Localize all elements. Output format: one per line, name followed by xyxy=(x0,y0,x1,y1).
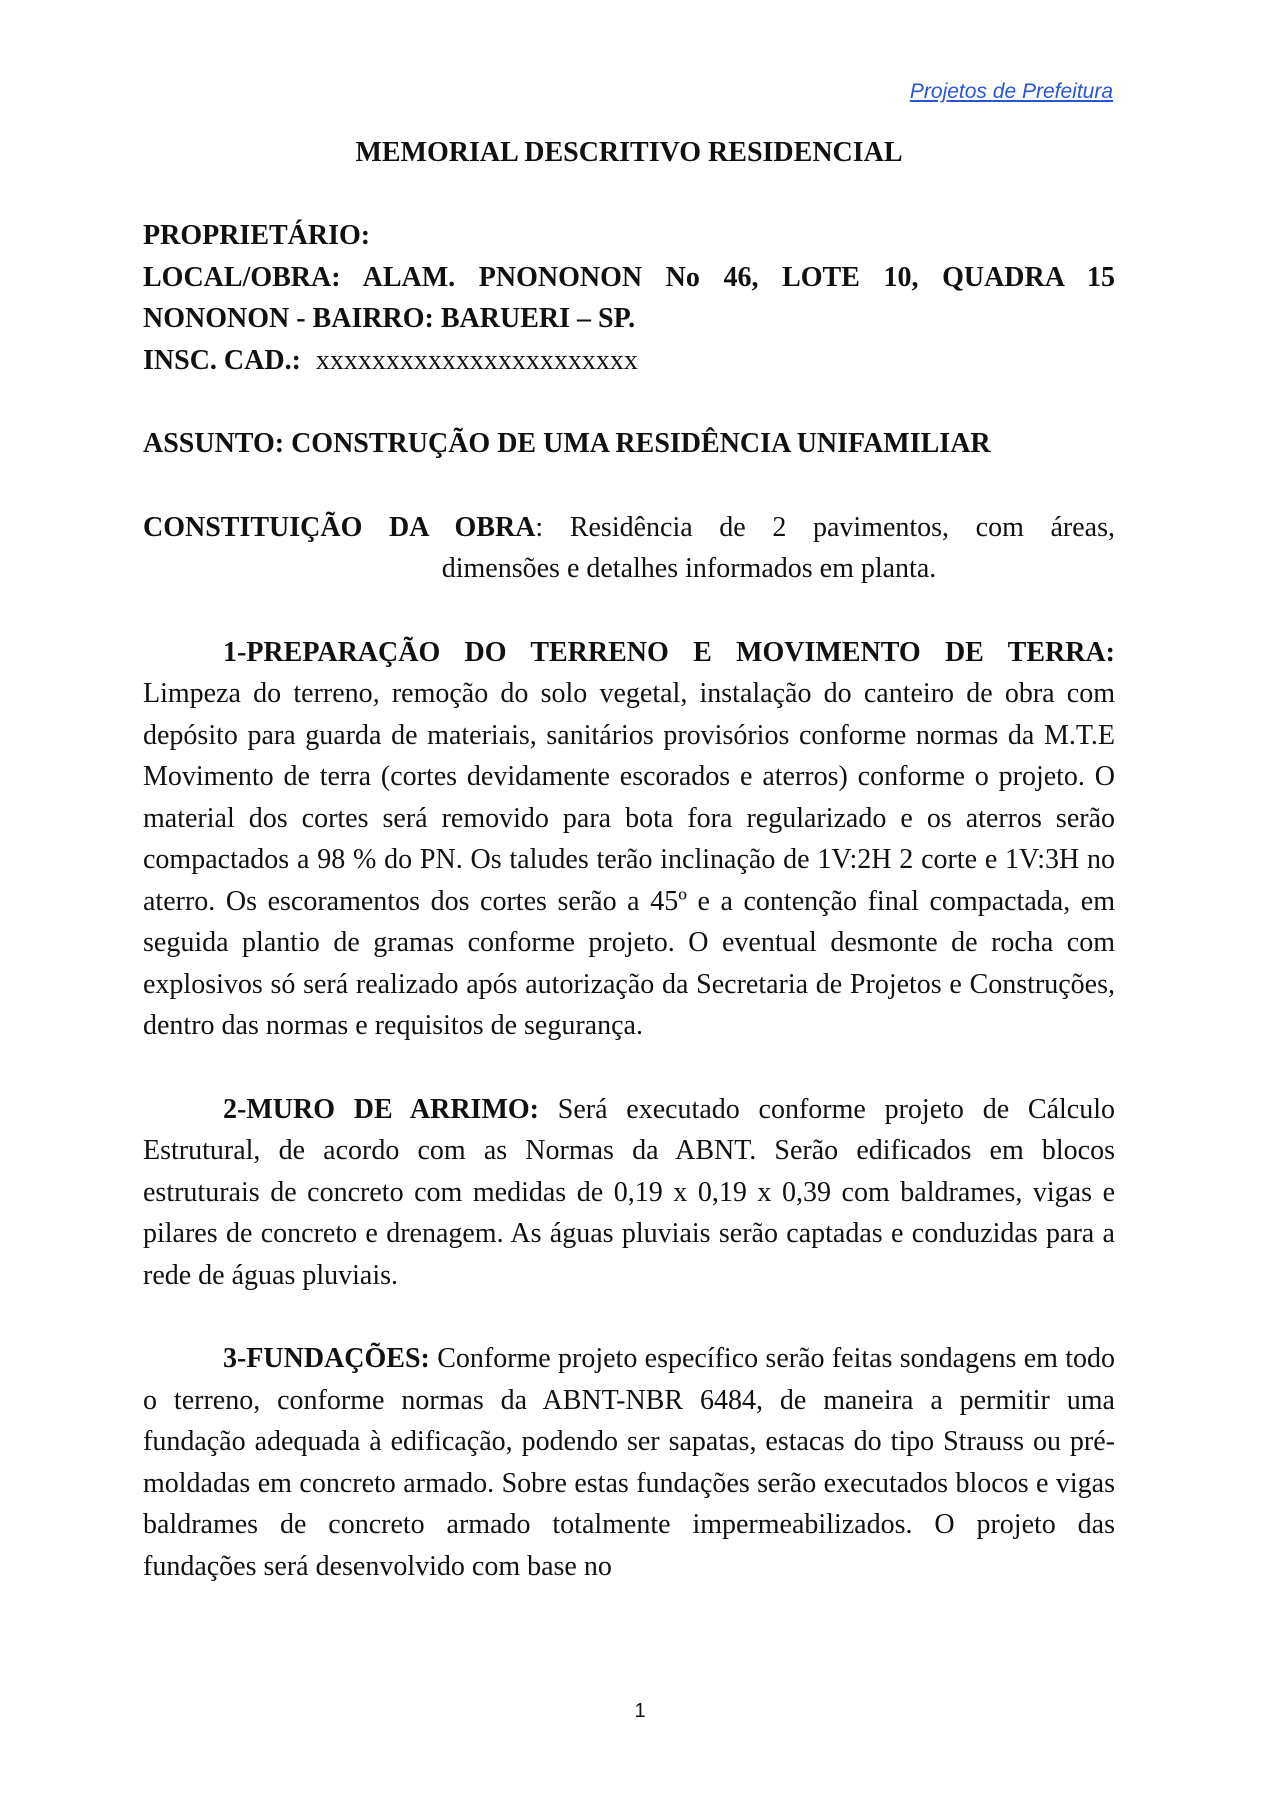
subject-line: ASSUNTO: CONSTRUÇÃO DE UMA RESIDÊNCIA UNIFAMILIAR xyxy=(143,428,991,459)
section-body: Será executado conforme projeto de Cálculo Estrutural, de acordo com as Normas da ABNT. Serão edificados em blocos estruturais de concreto com medidas de 0,19 x 0,19 x 0,39 com baldrames, vigas e pilares de concreto e drenagem. As águas pluviais serão captadas e conduzidas para a rede de águas pluviais. xyxy=(143,1093,1115,1291)
section-body: Limpeza do terreno, remoção do solo vegetal, instalação do canteiro de obra com depósito para guarda de materiais, sanitários provisórios conforme normas da M.T.E Movimento de terra (cortes devidamente escorados e aterros) conforme o projeto. O material dos cortes será removido para bota fora regularizado e os aterros serão compactados a 98 % do PN. Os taludes terão inclinação de 1V:2H 2 corte e 1V:3H no aterro. Os escoramentos dos cortes serão a 45º e a contenção final compactada, em seguida plantio de gramas conforme projeto. O eventual desmonte de rocha com explosivos só será realizado após autorização da Secretaria de Projetos e Construções, dentro das normas e requisitos de segurança. xyxy=(143,678,1115,1041)
page-number: 1 xyxy=(634,1700,646,1722)
location-line-1: LOCAL/OBRA: ALAM. PNONONON No 46, LOTE 10, QUADRA 15 xyxy=(143,261,1115,293)
section-terrain-preparation xyxy=(143,632,1115,1047)
constitution-line xyxy=(143,507,1115,549)
section-body: Conforme projeto específico serão feitas sondagens em todo o terreno, conforme normas da ABNT-NBR 6484, de maneira a permitir uma fundação adequada à edificação, podendo ser sapatas, estacas do tipo Strauss ou pré-moldadas em concreto armado. Sobre estas fundações serão executados blocos e vigas baldrames de concreto armado totalmente impermeabilizados. O projeto das fundações será desenvolvido com base no xyxy=(143,1343,1115,1582)
owner-label: PROPRIETÁRIO: xyxy=(143,220,371,251)
section-heading: 2-MURO DE ARRIMO: xyxy=(223,1093,539,1125)
insc-cad-line xyxy=(143,340,1115,382)
section-retaining-wall xyxy=(143,1089,1115,1297)
insc-cad-label: INSC. CAD.: xyxy=(143,344,301,376)
location-line-2: NONONON - BAIRRO: BARUERI – SP. xyxy=(143,303,636,334)
constitution-label: CONSTITUIÇÃO DA OBRA xyxy=(143,511,536,543)
insc-cad-value: xxxxxxxxxxxxxxxxxxxxxxx xyxy=(315,344,638,376)
document-title: MEMORIAL DESCRITIVO RESIDENCIAL xyxy=(355,137,903,168)
constitution-text-continued: dimensões e detalhes informados em planta. xyxy=(441,553,937,584)
section-foundations xyxy=(143,1338,1115,1587)
document-content xyxy=(143,132,1115,1587)
header-link[interactable]: Projetos de Prefeitura xyxy=(909,80,1113,103)
constitution-text: : Residência de 2 pavimentos, com áreas, xyxy=(535,511,1115,543)
section-heading: 3-FUNDAÇÕES: xyxy=(223,1343,430,1374)
section-heading: 1-PREPARAÇÃO DO TERRENO E MOVIMENTO DE TERRA: xyxy=(223,636,1115,668)
